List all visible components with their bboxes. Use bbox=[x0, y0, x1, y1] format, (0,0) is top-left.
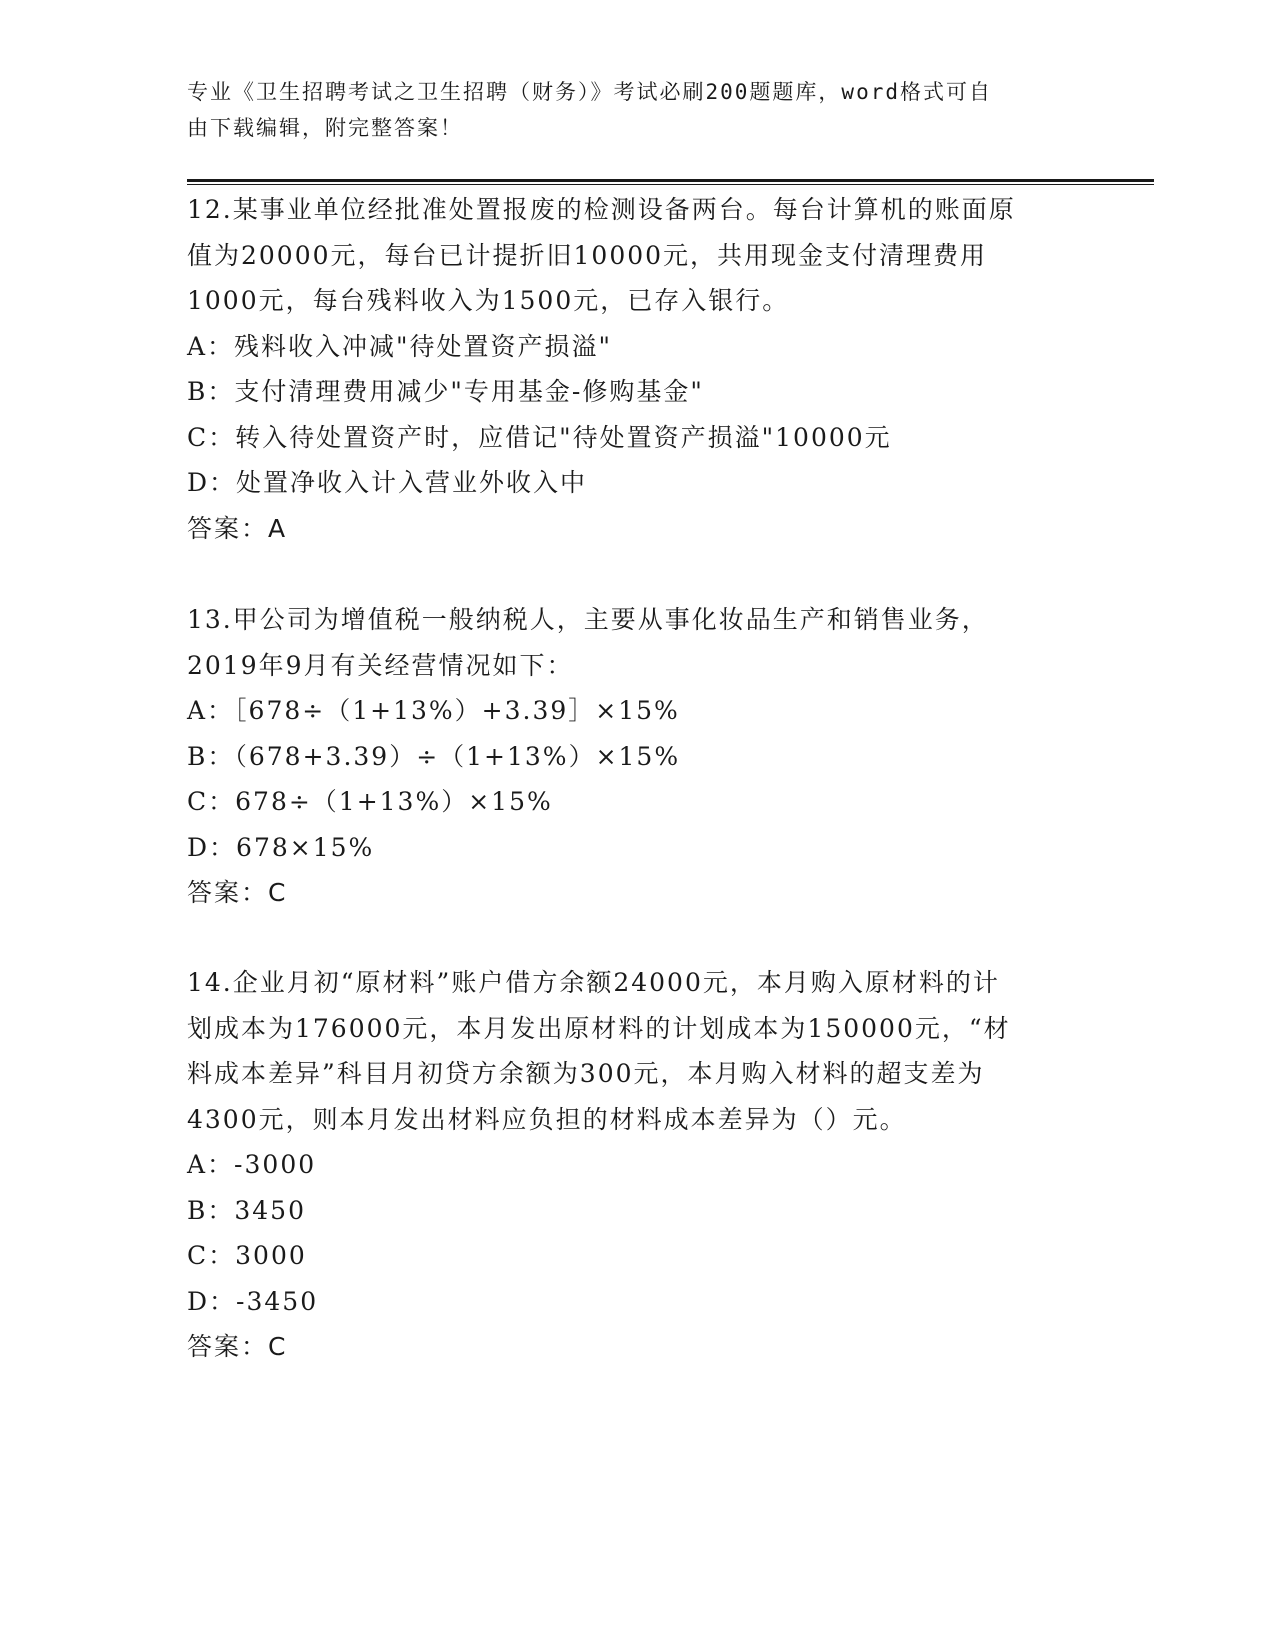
option-d: D：处置净收入计入营业外收入中 bbox=[187, 468, 588, 497]
option-c: C：3000 bbox=[187, 1241, 307, 1270]
question-text-line: 14.企业月初“原材料”账户借方余额24000元，本月购入原材料的计 bbox=[187, 968, 1000, 997]
option-b: B：3450 bbox=[187, 1195, 306, 1225]
answer-label: 答案： bbox=[187, 878, 269, 907]
answer-label: 答案： bbox=[187, 1332, 269, 1361]
header-line-1: 专业《卫生招聘考试之卫生招聘（财务）》考试必刷200题题库，word格式可自 bbox=[187, 80, 992, 104]
option-d: D：-3450 bbox=[187, 1286, 319, 1316]
answer-value: C bbox=[268, 1332, 288, 1361]
answer-line bbox=[187, 870, 1087, 916]
answer-value: A bbox=[268, 513, 288, 543]
option-c: C：678÷（1+13%）×15% bbox=[187, 787, 553, 816]
question-text-line: 划成本为176000元，本月发出原材料的计划成本为150000元，“材 bbox=[187, 1013, 1011, 1043]
option-a: A：［678÷（1+13%）+3.39］×15% bbox=[187, 696, 680, 725]
question-text-line: 值为20000元，每台已计提折旧10000元，共用现金支付清理费用 bbox=[187, 240, 988, 270]
question-14 bbox=[187, 960, 1087, 1370]
question-13 bbox=[187, 597, 1087, 916]
question-text-line: 2019年9月有关经营情况如下： bbox=[187, 650, 574, 680]
option-b: B：支付清理费用减少"专用基金-修购基金" bbox=[187, 377, 704, 406]
option-b: B：（678+3.39）÷（1+13%）×15% bbox=[187, 741, 681, 771]
option-a: A：残料收入冲减"待处置资产损溢" bbox=[187, 331, 613, 361]
header-line-2: 由下载编辑，附完整答案！ bbox=[187, 116, 463, 140]
answer-label: 答案： bbox=[187, 513, 269, 543]
header-divider-thick bbox=[187, 179, 1154, 182]
answer-value: C bbox=[268, 878, 288, 907]
header-divider-thin bbox=[187, 184, 1154, 185]
option-c: C：转入待处置资产时，应借记"待处置资产损溢"10000元 bbox=[187, 422, 892, 452]
answer-line bbox=[187, 506, 1087, 552]
question-12 bbox=[187, 187, 1087, 551]
option-a: A：-3000 bbox=[187, 1150, 317, 1179]
option-d: D：678×15% bbox=[187, 832, 375, 862]
question-text-line: 13.甲公司为增值税一般纳税人，主要从事化妆品生产和销售业务， bbox=[187, 605, 989, 634]
question-text-line: 4300元，则本月发出材料应负担的材料成本差异为（）元。 bbox=[187, 1104, 907, 1134]
question-text-line: 1000元，每台残料收入为1500元，已存入银行。 bbox=[187, 286, 790, 315]
question-text-line: 12.某事业单位经批准处置报废的检测设备两台。每台计算机的账面原 bbox=[187, 195, 1016, 224]
question-text-line: 料成本差异”科目月初贷方余额为300元，本月购入材料的超支差为 bbox=[187, 1059, 985, 1088]
answer-line bbox=[187, 1324, 1087, 1370]
document-header bbox=[187, 74, 1067, 146]
